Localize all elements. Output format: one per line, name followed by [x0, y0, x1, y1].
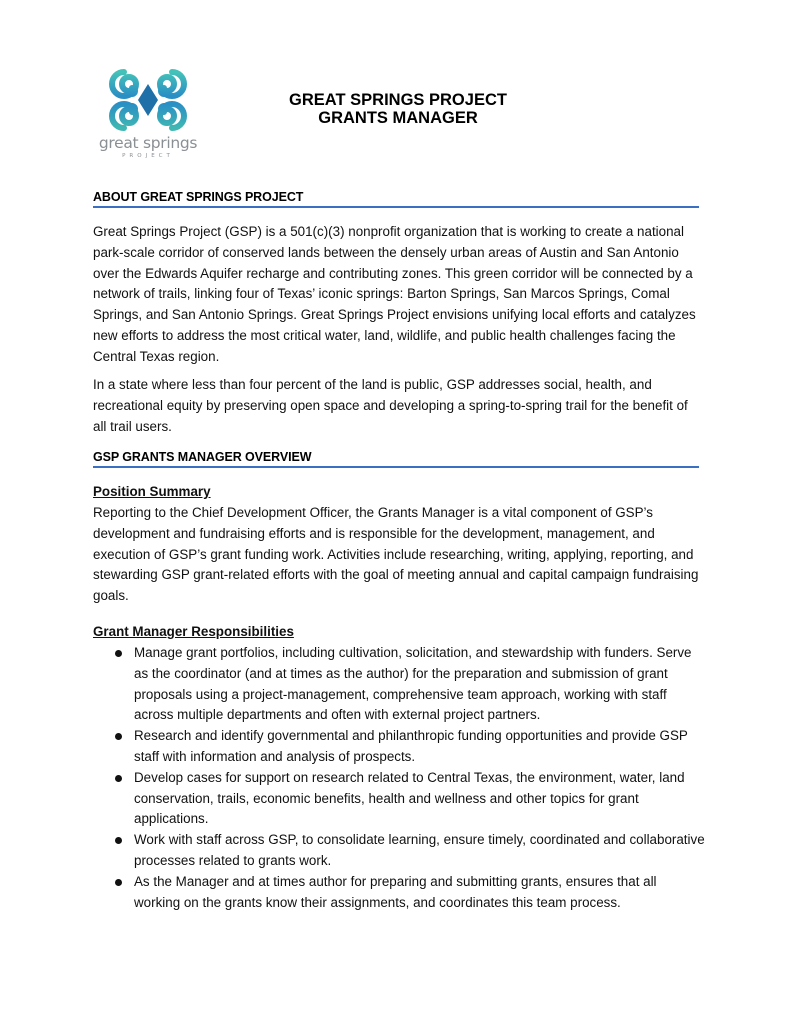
list-item: Research and identify governmental and philanthropic funding opportunities and provide GSP staff with information and analysis of prospects.: [93, 726, 705, 768]
list-item: Manage grant portfolios, including cultivation, solicitation, and stewardship with funders. Serve as the coordinator (and at times as the author) for the preparation and submission of grant proposals using a project-management, comprehensive team approach, working with staff across multiple departments and often with external project partners.: [93, 643, 705, 726]
responsibilities-list: [93, 643, 705, 913]
about-paragraph-1: Great Springs Project (GSP) is a 501(c)(3) nonprofit organization that is working to create a national park-scale corridor of conserved lands between the densely urban areas of Austin and San Antonio over the Edwards Aquifer recharge and contributing zones. This green corridor will be connected by a network of trails, linking four of Texas’ iconic springs: Barton Springs, San Marcos Springs, Comal Springs, and San Antonio Springs. Great Springs Project envisions unifying local efforts and catalyzes new efforts to address the most critical water, land, wildlife, and public health challenges facing the Central Texas region.: [93, 224, 696, 364]
logo-subtitle: PROJECT: [122, 153, 174, 159]
logo-name: great springs: [98, 134, 198, 152]
overview-heading: GSP GRANTS MANAGER OVERVIEW: [93, 450, 699, 468]
title-line-2: GRANTS MANAGER: [318, 109, 478, 127]
list-item: Work with staff across GSP, to consolidate learning, ensure timely, coordinated and collaborative processes related to grants work.: [93, 830, 705, 872]
responsibilities-title: Grant Manager Responsibilities: [93, 624, 294, 639]
position-summary-title: Position Summary: [93, 484, 211, 499]
list-item: As the Manager and at times author for preparing and submitting grants, ensures that all working on the grants know their assignments, and coordinates this team process.: [93, 872, 705, 914]
list-item: Develop cases for support on research related to Central Texas, the environment, water, land conservation, trails, economic benefits, health and wellness and other topics for grant applications.: [93, 768, 705, 830]
about-paragraph-2: In a state where less than four percent of the land is public, GSP addresses social, health, and recreational equity by preserving open space and developing a spring-to-spring trail for the benefit of all trail users.: [93, 377, 688, 434]
position-summary-text: Reporting to the Chief Development Officer, the Grants Manager is a vital component of GSP’s development and fundraising efforts and is responsible for the development, management, and execution of GSP’s grant funding work. Activities include researching, writing, applying, reporting, and stewarding GSP grant-related efforts with the goal of meeting annual and capital campaign fundraising goals.: [93, 505, 699, 604]
page-title: [230, 91, 566, 127]
title-line-1: GREAT SPRINGS PROJECT: [289, 91, 507, 109]
about-heading: ABOUT GREAT SPRINGS PROJECT: [93, 190, 699, 208]
